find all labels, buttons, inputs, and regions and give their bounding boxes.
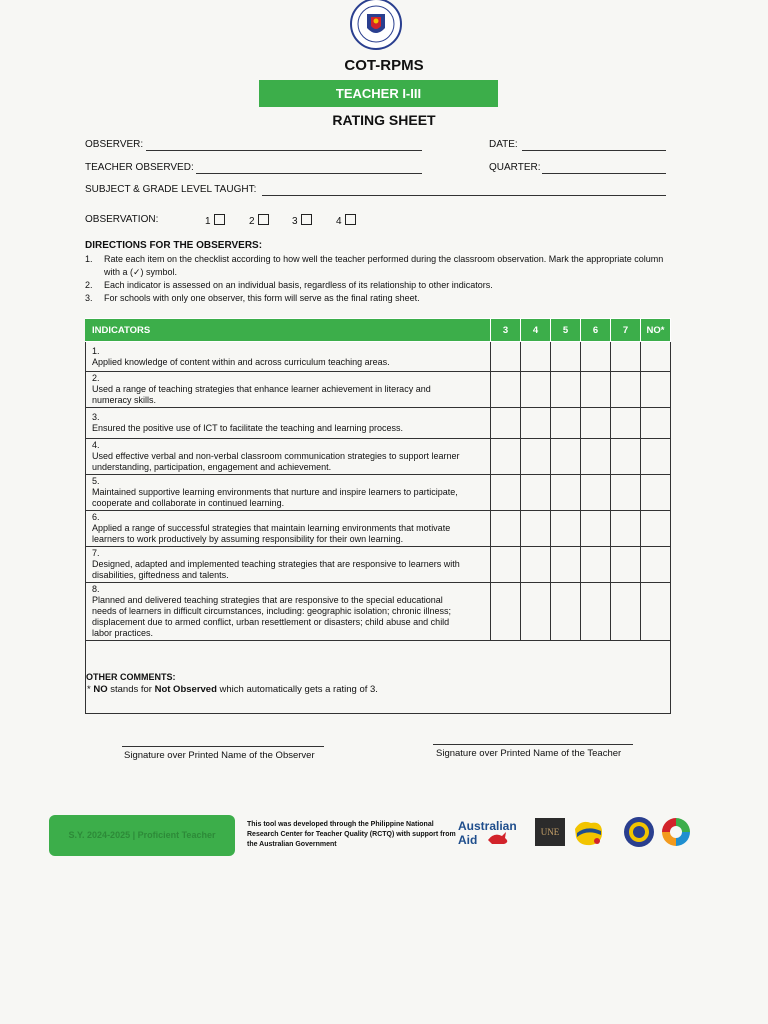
rating-cell[interactable] <box>611 439 641 475</box>
date-field[interactable] <box>522 150 666 151</box>
comments-row <box>86 641 671 714</box>
government-seal-logo <box>623 816 655 848</box>
rating-cell[interactable] <box>521 408 551 439</box>
rating-cell[interactable] <box>551 547 581 583</box>
rating-cell[interactable] <box>581 408 611 439</box>
indicator-cell: 1.Applied knowledge of content within and across curriculum teaching areas. <box>86 342 491 372</box>
acer-logo <box>571 815 605 849</box>
observer-field[interactable] <box>146 150 422 151</box>
rating-cell[interactable] <box>491 342 521 372</box>
table-row <box>86 475 671 511</box>
table-row <box>86 372 671 408</box>
other-comments-label: OTHER COMMENTS: <box>86 672 176 682</box>
rating-cell[interactable] <box>641 408 671 439</box>
rating-cell[interactable] <box>641 475 671 511</box>
indicators-header: INDICATORS <box>86 319 491 342</box>
form-title: COT-RPMS <box>344 57 424 74</box>
checkbox[interactable] <box>345 214 356 225</box>
table-row <box>86 408 671 439</box>
rating-cell[interactable] <box>611 511 641 547</box>
rating-cell[interactable] <box>581 475 611 511</box>
observation-option-4[interactable]: 4 <box>336 214 356 227</box>
teacher-signature-label: Signature over Printed Name of the Teacher <box>436 748 622 759</box>
indicator-cell: 7.Designed, adapted and implemented teaching strategies that are responsive to learners with disabilities, giftedness and talents. <box>86 547 491 583</box>
rating-cell[interactable] <box>611 408 641 439</box>
indicator-cell: 5.Maintained supportive learning environments that nurture and inspire learners to participate, cooperate and collaborate in continued learning. <box>86 475 491 511</box>
checkbox[interactable] <box>214 214 225 225</box>
rating-column-header: 4 <box>521 319 551 342</box>
rating-cell[interactable] <box>551 475 581 511</box>
rating-cell[interactable] <box>611 372 641 408</box>
rating-cell[interactable] <box>641 547 671 583</box>
rating-cell[interactable] <box>491 439 521 475</box>
rating-cell[interactable] <box>581 372 611 408</box>
rating-cell[interactable] <box>641 439 671 475</box>
rating-cell[interactable] <box>521 439 551 475</box>
footer-credit: This tool was developed through the Philippine National Research Center for Teacher Quality (RCTQ) with support from the Australian Government <box>247 821 456 848</box>
directions-list <box>85 253 665 305</box>
rating-cell[interactable] <box>641 372 671 408</box>
rctq-logo <box>660 816 692 848</box>
rating-cell[interactable] <box>611 342 641 372</box>
rating-cell[interactable] <box>581 511 611 547</box>
rating-cell[interactable] <box>491 547 521 583</box>
rating-cell[interactable] <box>551 439 581 475</box>
table-row <box>86 583 671 641</box>
rating-cell[interactable] <box>491 408 521 439</box>
other-comments-field[interactable] <box>86 641 671 714</box>
rating-cell[interactable] <box>641 511 671 547</box>
observer-label: OBSERVER: <box>85 139 144 150</box>
observer-signature-line[interactable] <box>122 746 324 747</box>
rating-cell[interactable] <box>581 439 611 475</box>
rating-cell[interactable] <box>581 342 611 372</box>
rating-cell[interactable] <box>491 583 521 641</box>
rating-cell[interactable] <box>521 475 551 511</box>
rating-cell[interactable] <box>551 342 581 372</box>
indicators-table <box>85 318 671 714</box>
rating-cell[interactable] <box>551 408 581 439</box>
rating-cell[interactable] <box>581 583 611 641</box>
australian-aid-logo <box>458 818 524 848</box>
footnote: * NO stands for Not Observed which automatically gets a rating of 3. <box>87 684 378 695</box>
direction-item: 3. For schools with only one observer, this form will serve as the final rating sheet. <box>85 293 420 303</box>
footer-badge: S.Y. 2024-2025 | Proficient Teacher <box>49 815 235 856</box>
indicator-cell: 2.Used a range of teaching strategies that enhance learner achievement in literacy and numeracy skills. <box>86 372 491 408</box>
table-row <box>86 547 671 583</box>
table-row <box>86 342 671 372</box>
rating-cell[interactable] <box>521 372 551 408</box>
table-header-row <box>86 319 671 342</box>
rating-cell[interactable] <box>611 547 641 583</box>
svg-text:Australian: Australian <box>458 819 517 833</box>
subject-label: SUBJECT & GRADE LEVEL TAUGHT: <box>85 184 257 195</box>
teacher-observed-label: TEACHER OBSERVED: <box>85 162 194 173</box>
rating-column-header: NO* <box>641 319 671 342</box>
observation-option-2[interactable]: 2 <box>249 214 269 227</box>
table-row <box>86 511 671 547</box>
date-label: DATE: <box>489 139 518 150</box>
rating-cell[interactable] <box>611 583 641 641</box>
quarter-label: QUARTER: <box>489 162 541 173</box>
une-logo: UNE <box>535 818 565 846</box>
rating-cell[interactable] <box>521 547 551 583</box>
rating-cell[interactable] <box>521 511 551 547</box>
rating-cell[interactable] <box>581 547 611 583</box>
rating-cell[interactable] <box>521 583 551 641</box>
indicator-cell: 4.Used effective verbal and non-verbal classroom communication strategies to support learner understanding, participation, engagement and achievement. <box>86 439 491 475</box>
indicator-cell: 3.Ensured the positive use of ICT to facilitate the teaching and learning process. <box>86 408 491 439</box>
direction-item: 2. Each indicator is assessed on an individual basis, regardless of its relationship to other indicators. <box>85 280 493 290</box>
observation-option-3[interactable]: 3 <box>292 214 312 227</box>
rating-cell[interactable] <box>551 583 581 641</box>
rating-column-header: 6 <box>581 319 611 342</box>
quarter-field[interactable] <box>542 173 666 174</box>
rating-cell[interactable] <box>611 475 641 511</box>
indicator-cell: 6.Applied a range of successful strategies that maintain learning environments that motivate learners to work productively by assuming responsibility for their own learning. <box>86 511 491 547</box>
rating-column-header: 7 <box>611 319 641 342</box>
checkbox[interactable] <box>301 214 312 225</box>
rating-cell[interactable] <box>551 372 581 408</box>
observation-label: OBSERVATION: <box>85 214 159 225</box>
rating-cell[interactable] <box>551 511 581 547</box>
observer-signature-label: Signature over Printed Name of the Observer <box>124 750 315 761</box>
position-band: TEACHER I-III <box>259 80 498 107</box>
rating-cell[interactable] <box>491 475 521 511</box>
indicator-cell: 8.Planned and delivered teaching strategies that are responsive to the special educational needs of learners in difficult circumstances, including: geographic isolation; chronic illness; displacement due to armed conflict, urban resettlement or disasters; child abuse and child labor practices. <box>86 583 491 641</box>
rating-cell[interactable] <box>521 342 551 372</box>
direction-item: 1. Rate each item on the checklist according to how well the teacher performed during the classroom observation. Mark the appropriate column with a (✓) symbol. <box>85 254 664 277</box>
directions-title: DIRECTIONS FOR THE OBSERVERS: <box>85 240 263 251</box>
rating-column-header: 3 <box>491 319 521 342</box>
table-row <box>86 439 671 475</box>
observation-row <box>85 214 342 227</box>
teacher-observed-field[interactable] <box>196 173 422 174</box>
form-subtitle: RATING SHEET <box>332 112 436 128</box>
deped-seal-logo <box>347 0 405 52</box>
observation-option-1[interactable]: 1 <box>205 214 225 227</box>
subject-field[interactable] <box>262 195 666 196</box>
rating-cell[interactable] <box>641 342 671 372</box>
teacher-signature-line[interactable] <box>433 744 633 745</box>
rating-column-header: 5 <box>551 319 581 342</box>
checkbox[interactable] <box>258 214 269 225</box>
rating-cell[interactable] <box>491 372 521 408</box>
rating-cell[interactable] <box>641 583 671 641</box>
svg-text:Aid: Aid <box>458 833 478 847</box>
rating-cell[interactable] <box>491 511 521 547</box>
